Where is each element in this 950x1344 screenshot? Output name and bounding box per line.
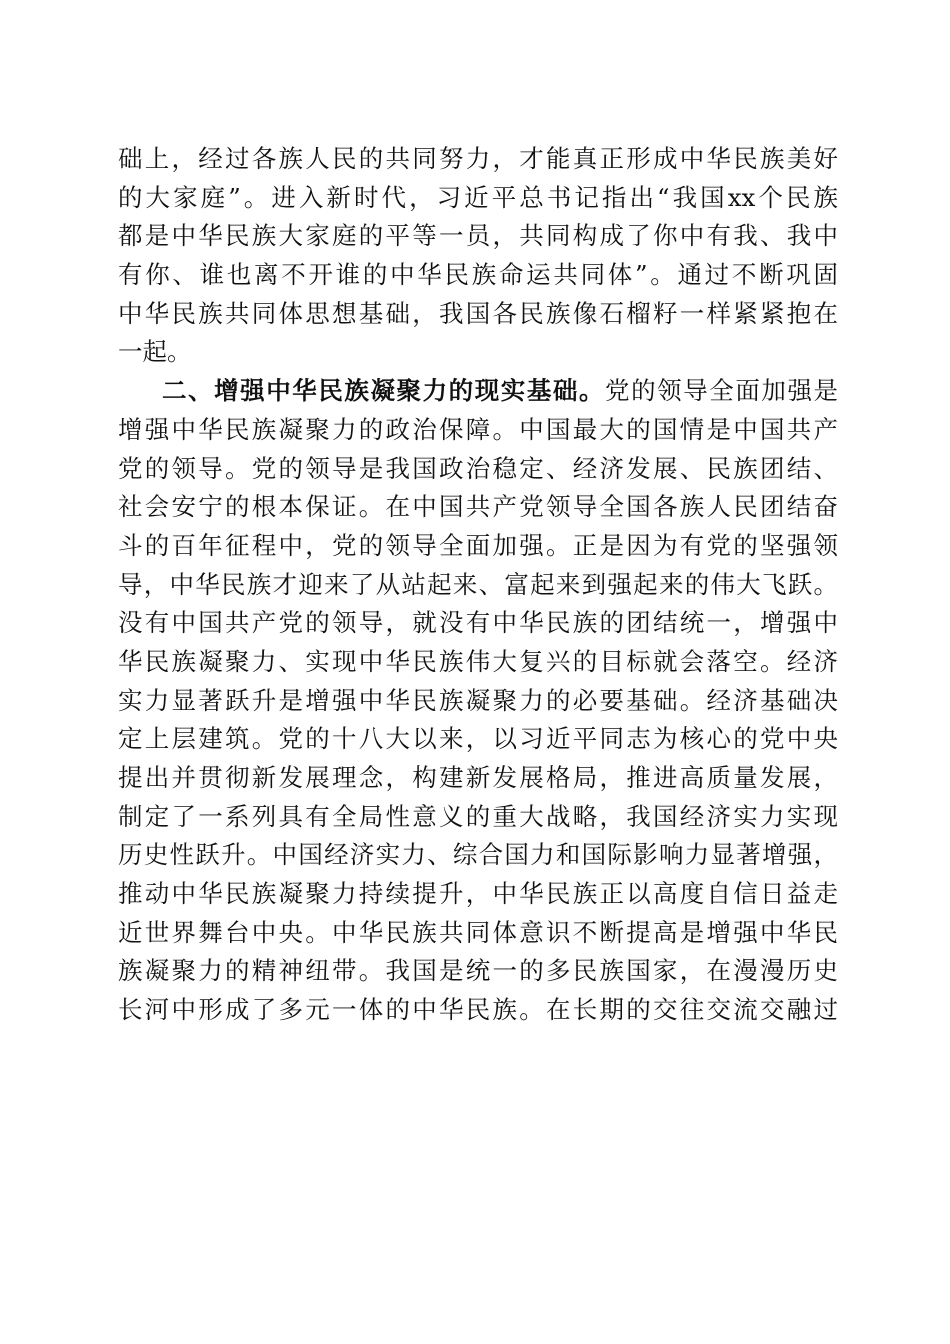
- paragraph-1-line: 础上，经过各族人民的共同努力，才能真正形成中华民族美好: [118, 144, 838, 173]
- paragraph-2-line: 制定了一系列具有全局性意义的重大战略，我国经济实力实现: [118, 801, 838, 831]
- paragraph-2-line: 提出并贯彻新发展理念，构建新发展格局，推进高质量发展，: [118, 763, 838, 792]
- paragraph-1-line: 中华民族共同体思想基础，我国各民族像石榴籽一样紧紧抱在: [118, 298, 838, 328]
- paragraph-2-line: 社会安宁的根本保证。在中国共产党领导全国各族人民团结奋: [118, 492, 838, 522]
- paragraph-2-line: 近世界舞台中央。中华民族共同体意识不断提高是增强中华民: [118, 917, 838, 947]
- paragraph-2-line: 没有中国共产党的领导，就没有中华民族的团结统一，增强中: [118, 608, 838, 638]
- paragraph-2-line: 推动中华民族凝聚力持续提升，中华民族正以高度自信日益走: [118, 879, 838, 909]
- paragraph-1-line: 一起。: [118, 337, 192, 367]
- paragraph-1-line: 的大家庭”。进入新时代，习近平总书记指出“我国xx个民族: [118, 182, 838, 212]
- paragraph-1-line: 有你、谁也离不开谁的中华民族命运共同体”。通过不断巩固: [118, 260, 838, 290]
- paragraph-2-first-line-text: 党的领导全面加强是: [605, 376, 839, 406]
- paragraph-2-line: 定上层建筑。党的十八大以来，以习近平同志为核心的党中央: [118, 724, 838, 754]
- document-body: [118, 140, 838, 1030]
- paragraph-1-line: 都是中华民族大家庭的平等一员，共同构成了你中有我、我中: [118, 221, 838, 251]
- paragraph-2-line: 导，中华民族才迎来了从站起来、富起来到强起来的伟大飞跃。: [118, 569, 838, 599]
- paragraph-2-line: 党的领导。党的领导是我国政治稳定、经济发展、民族团结、: [118, 453, 838, 483]
- paragraph-2-line: 华民族凝聚力、实现中华民族伟大复兴的目标就会落空。经济: [118, 646, 838, 676]
- paragraph-2-line: 增强中华民族凝聚力的政治保障。中国最大的国情是中国共产: [118, 414, 838, 444]
- paragraph-2-line: 斗的百年征程中，党的领导全面加强。正是因为有党的坚强领: [118, 530, 838, 560]
- paragraph-2-line: 历史性跃升。中国经济实力、综合国力和国际影响力显著增强，: [118, 840, 838, 870]
- paragraph-2-first-line: [118, 372, 838, 411]
- paragraph-2-line: 实力显著跃升是增强中华民族凝聚力的必要基础。经济基础决: [118, 685, 838, 715]
- paragraph-1: [118, 140, 838, 372]
- section-heading: 二、增强中华民族凝聚力的现实基础。: [162, 376, 606, 406]
- paragraph-2: [118, 372, 838, 1030]
- paragraph-2-line: 族凝聚力的精神纽带。我国是统一的多民族国家，在漫漫历史: [118, 956, 838, 986]
- paragraph-2-line: 长河中形成了多元一体的中华民族。在长期的交往交流交融过: [118, 995, 838, 1025]
